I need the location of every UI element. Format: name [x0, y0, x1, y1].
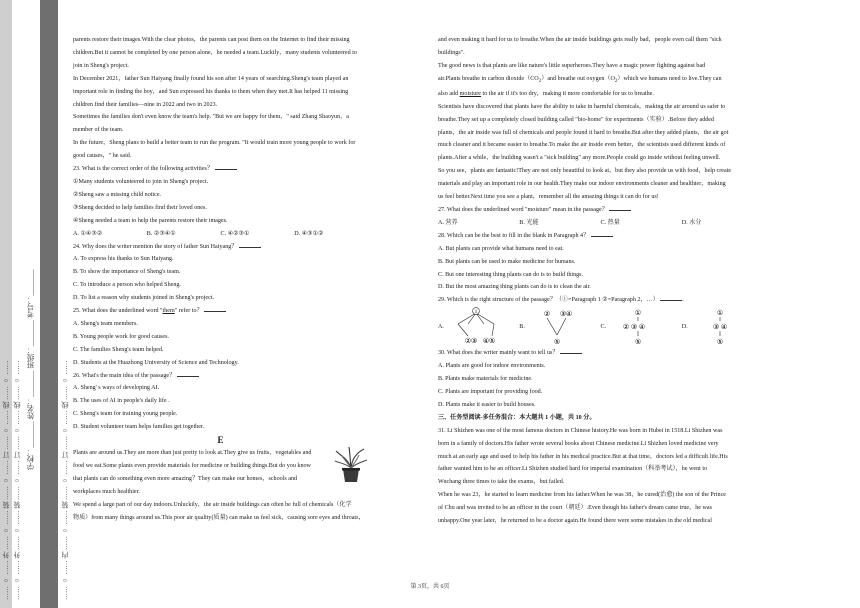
binding-margin-mid-text: …… ○ …… 外 …… ○ …… 装 …… ○ …… 订 …… ○ …… 线 …… ○ …… — [13, 360, 21, 600]
q23-option-b[interactable]: B. ②③④① — [146, 230, 176, 237]
q28-option-b[interactable]: B. But plants can be used to make medicine for humans. — [438, 258, 576, 265]
passage-line: children find their families—nine in 2022 and two in 2023. — [73, 101, 218, 108]
answer-blank[interactable] — [660, 294, 682, 301]
structure-diagram-d — [692, 307, 750, 347]
q28-option-c[interactable]: C. But one interesting thing plants can do is to build things. — [438, 271, 584, 278]
passage-line: Sometimes the families don't even know the team's help. "But we are happy for them，" said Zhang Shaoyun，a — [73, 114, 349, 121]
passage-e-line: 物质）from many things around us.This poor air quality(质量) can make us feel sick，causing sore eyes and throats， — [73, 514, 365, 521]
svg-text:⑤: ⑤ — [488, 337, 496, 346]
svg-text:⑤: ⑤ — [553, 338, 560, 347]
q24-option-b[interactable]: B. To show the importance of Sheng's team. — [73, 269, 181, 276]
svg-text:④: ④ — [720, 323, 727, 332]
passage-line: parents restore their images.With the clear photos，the parents can post them on the Internet to find their missing — [73, 37, 350, 43]
q25-option-b[interactable]: B. Young people work for good causes. — [73, 333, 169, 340]
q31-line: 31. Li Shizhen was one of the most famous doctors in Chinese history.He was born in Hubei in 1518.Li Shizhen was — [438, 427, 723, 434]
passage-e-line: us feel better.Next time you see a plant，remember all the amazing things it can do for us! — [438, 194, 659, 201]
passage-line: children.But it cannot be completed by one person alone，he needed a team.Luckily，many students volunteered to — [73, 49, 357, 56]
section-e-heading: E — [217, 435, 224, 446]
passage-e-line: much cleaner and it became easier to breathe.To make the air inside even better，the scientists used different kinds of — [438, 142, 726, 149]
q27-options — [438, 217, 763, 230]
passage-e-line: workplaces much healthier. — [73, 488, 140, 495]
passage-e-line: Scientists have discovered that plants have the ability to take in harmful chemicals，making the air around us safer to — [438, 103, 726, 110]
q29-option-b[interactable]: B. ② ③ ④ ⑤ — [519, 307, 600, 347]
q26-option-c[interactable]: C. Sheng's team for training young people. — [73, 411, 178, 418]
passage-line: important role in finding the boy，and Sun expressed his thanks to them when they met.It has helped 11 missing — [73, 88, 349, 95]
q23-option-c[interactable]: C. ④②③① — [220, 230, 250, 237]
question-29-stem: 29. Which is the right structure of the passage？（①=Paragraph 1 ②=Paragraph 2，…） . — [438, 294, 763, 307]
q24-option-c[interactable]: C. To introduce a person who helped Sheng. — [73, 282, 181, 289]
q30-option-a[interactable]: A. Plants are good for indoor environments. — [438, 363, 546, 370]
q30-option-c[interactable]: C. Plants are important for providing food. — [438, 388, 543, 395]
q31-line: father wanted him to be an officer.Li Shizhen studied hard for imperial examination（科举考试），he went to — [438, 466, 708, 473]
q23-option-d[interactable]: D. ④③①② — [294, 230, 324, 237]
passage-line: In December 2021，father Sun Haiyang finally found his son after 14 years of searching.Sheng's team played an — [73, 75, 349, 82]
q31-line: much at an early age and used to help his father in his medical practice.But at that time，doctors led a difficult life.His — [438, 453, 728, 460]
passage-e-line: materials and play an important role in our health.They make our indoor environments cleaner and healthier，making — [438, 181, 726, 188]
q31-line: of Chu and was invited to be an officer in the court（朝廷）.Even though his father's dream came true，he was — [438, 505, 712, 512]
svg-text:③: ③ — [559, 310, 566, 319]
q31-line: When he was 23，he started to learn medicine from his father.When he was 38，he cured(治愈) the son of the Prince — [438, 492, 727, 499]
passage-line: good causes，" he said. — [73, 153, 132, 160]
passage-e-line: The good news is that plants are like nature's little superheroes.They have a magic power fighting against bad — [438, 62, 706, 69]
underlined-word-moisture: moisture — [459, 90, 481, 97]
question-26-stem: 26. What's the main idea of the passage？ — [73, 370, 368, 383]
q24-option-d[interactable]: D. To list a reason why students joined in Sheng's project. — [73, 295, 215, 302]
svg-text:①: ① — [634, 309, 642, 318]
passage-e-line: and even making it hard for us to breathe.When the air inside buildings gets really bad，people even call them "sick — [438, 37, 722, 43]
q27-option-b[interactable]: B. 光能 — [519, 219, 539, 226]
passage-e-line: that plants can do something even more amazing？They can make our homes，schools and — [73, 475, 298, 482]
q27-option-d[interactable]: D. 水分 — [681, 219, 702, 226]
q30-option-b[interactable]: B. Plants make materials for medicine. — [438, 376, 533, 383]
svg-text:④: ④ — [482, 337, 490, 346]
question-30-stem: 30. What does the writer mainly want to tell us？ — [438, 347, 763, 360]
question-24-stem: 24. Why does the writer mention the story of father Sun Haiyang？ — [73, 241, 368, 254]
svg-text:①: ① — [716, 309, 723, 318]
q29-option-a[interactable]: A. 1 ② ③ ④ ⑤ — [438, 307, 519, 347]
svg-text:③: ③ — [712, 323, 719, 332]
svg-text:②: ② — [464, 337, 472, 346]
q24-option-a[interactable]: A. To express his thanks to Sun Haiyang. — [73, 256, 174, 263]
page-number-footer: 第 3页，共 6页 — [410, 584, 450, 590]
svg-text:⑤: ⑤ — [716, 338, 723, 347]
svg-text:⑤: ⑤ — [634, 338, 642, 347]
q27-option-a[interactable]: A. 营养 — [438, 219, 458, 226]
binding-margin-inner-text: …… ○ …… 内 …… ○ …… 装 …… ○ …… 订 …… ○ …… 线 …… ○ …… — [61, 360, 69, 600]
answer-blank[interactable] — [609, 204, 631, 211]
q23-option-a[interactable]: A. ①④③② — [73, 230, 103, 237]
svg-text:③: ③ — [470, 337, 478, 346]
q25-option-a[interactable]: A. Sheng's team members. — [73, 320, 138, 327]
binding-margin-outer-text: …… ○ …… 外 …… ○ …… 装 …… ○ …… 订 …… ○ …… 线 …… ○ …… — [2, 360, 10, 600]
svg-text:1: 1 — [474, 309, 478, 316]
passage-e-line: air.Plants breathe in carbon $dioxide(CO_2)and$ breathe out $oxygen(O_2)which$ we humans need to live.They can — [438, 75, 722, 84]
left-column — [73, 34, 368, 524]
question-28-stem: 28. Which can be the best to fill in the blank in Paragraph 4？ — [438, 230, 763, 243]
q31-line: Wuchang three times to take the exams，but failed. — [438, 479, 565, 486]
q26-option-b[interactable]: B. The uses of AI in people's daily life . — [73, 398, 170, 405]
q23-item: ②Sheng saw a missing child notice. — [73, 191, 162, 198]
q23-item: ④Sheng needed a team to help the parents restore their images. — [73, 217, 228, 224]
q29-option-d[interactable]: D. ① ③ ④ ⑤ — [682, 307, 763, 347]
passage-e-line: plants，the air inside was full of chemicals and people found it hard to breathe.But after they added plants，the air got — [438, 129, 729, 136]
passage-e-line: So you see，plants are fantastic!They are not only beautiful to look at，but they also provide us with food，help create — [438, 168, 732, 175]
passage-e-line: plants.After a while，the building wasn't a "sick building" any more.People could go inside without feeling unwell. — [438, 155, 721, 162]
passage-e-line: buildings". — [438, 49, 465, 56]
binding-strip-inner — [40, 0, 58, 608]
q25-option-d[interactable]: D. Students at the Huazhong University of Science and Technology. — [73, 359, 239, 366]
passage-e-line: also add moisture to the air if it's too dry，making it more comfortable for us to breathe. — [438, 90, 654, 97]
q29-option-c[interactable]: C. ① ② ③ ④ ⑤ — [601, 307, 682, 347]
q25-option-c[interactable]: C. The families Sheng's team helped. — [73, 346, 164, 353]
svg-text:②: ② — [622, 323, 630, 332]
answer-blank[interactable] — [560, 347, 582, 354]
question-27-stem: 27. What does the underlined word "moisture" mean in the passage？ — [438, 204, 763, 217]
answer-blank[interactable] — [177, 370, 199, 377]
passage-line: member of the team. — [73, 127, 124, 134]
underlined-word: them — [162, 308, 175, 315]
svg-text:②: ② — [543, 310, 550, 319]
passage-e-line: food we eat.Some plants even provide materials for medicine or building things.But do you know — [73, 462, 311, 469]
question-23-stem: 23. What is the correct order of the following activities？ — [73, 163, 368, 176]
structure-diagram-c — [610, 307, 668, 347]
q26-option-d[interactable]: D. Student volunteer team helps families get together. — [73, 424, 205, 431]
svg-text:④: ④ — [638, 323, 646, 332]
structure-diagram-a — [448, 307, 506, 347]
answer-blank[interactable] — [204, 305, 226, 312]
q23-item: ①Many students volunteered to join in Sheng's project. — [73, 178, 209, 185]
answer-blank[interactable] — [215, 163, 237, 170]
svg-text:④: ④ — [565, 310, 572, 319]
q29-structure-options — [438, 307, 763, 347]
q31-line: unhappy.One year later，he returned to be a doctor again.He found there were some mistakes in the old medical — [438, 518, 712, 525]
q30-option-d[interactable]: D. Plants make it easier to build houses. — [438, 401, 536, 408]
passage-line: In the future，Sheng plans to build a better team to run the program. "It would train more young people to work for — [73, 140, 356, 147]
question-25-stem: 25. What does the underlined word "them" refer to？ — [73, 305, 368, 318]
answer-blank[interactable] — [239, 241, 261, 248]
passage-e-line: We spend a large part of our day indoors.Unluckily，the air inside buildings can often be full of chemicals（化学 — [73, 501, 352, 508]
q27-option-c[interactable]: C. 热量 — [600, 219, 620, 226]
q23-item: ③Sheng decided to help families find their loved ones. — [73, 204, 207, 211]
answer-blank[interactable] — [591, 230, 613, 237]
q26-option-a[interactable]: A. Sheng' s ways of developing AI. — [73, 385, 160, 392]
q23-options — [73, 228, 368, 241]
passage-e-line: breathe.They set up a completely closed building called "bio-home" for experiments（实验）.Before they added — [438, 116, 715, 123]
q28-option-a[interactable]: A. But plants can provide what humans need to eat. — [438, 245, 564, 252]
passage-e-line: Plants are around us.They are more than just pretty to look at.They give us fruits，vegetables and — [73, 450, 312, 456]
q31-line: born in a family of doctors.His father wrote several books about Chinese medicine.Li Shizhen loved medicine very — [438, 440, 719, 447]
passage-line: join in Sheng's project. — [73, 62, 129, 69]
q28-option-d[interactable]: D. But the most amazing thing plants can do is to clean the air. — [438, 284, 591, 291]
svg-text:③: ③ — [630, 323, 638, 332]
student-info-fields: 学校：_______ 姓名：_______ 班级：_______ 考号：_______ — [26, 269, 35, 470]
right-column — [438, 34, 763, 528]
structure-diagram-b — [529, 307, 587, 347]
potted-plant-image — [334, 447, 368, 483]
section-3-heading: 三、任务型阅读-多任务混合：本大题共 1 小题，共 10 分。 — [438, 414, 596, 421]
